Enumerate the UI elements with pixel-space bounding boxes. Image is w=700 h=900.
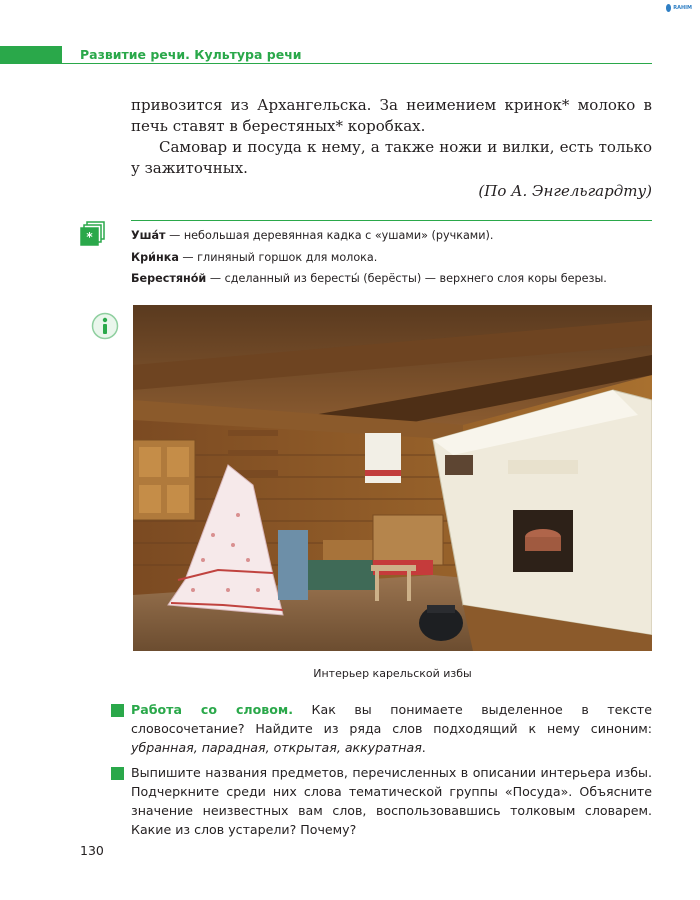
glossary-entry [131,228,652,243]
page-number: 130 [80,843,104,858]
task-synonyms: убранная, парадная, открытая, аккуратная [131,740,422,755]
dictionary-icon [80,221,106,247]
task-1 [131,700,652,757]
task-end: . [421,740,426,755]
logo-mark-icon [666,4,671,12]
attribution: (По А. Энгельгардту) [478,182,652,200]
glossary-definition: — сделанный из бересты́ (берёсты) — верхнего слоя коры березы. [206,272,607,285]
glossary-divider [131,220,652,221]
izba-interior-photo [133,305,652,651]
info-icon [91,312,119,340]
logo-text: RAHIM [673,4,692,11]
header-accent-bar [0,46,62,64]
glossary-definition: — глиняный горшок для молока. [178,251,378,264]
svg-text:*: * [86,230,93,244]
glossary-entry [131,271,652,286]
task-lead: Работа со словом. [131,702,293,717]
header-divider [62,63,652,64]
task-2: Выпишите названия предметов, перечисленных в описании интерьера избы. Подчеркните среди них слова тематической группы «Посуда». Объясните значение неизвестных вам слов, воспользовавшись толковым словарем. Какие из слов устарели? Почему? [131,765,652,837]
section-title: Развитие речи. Культура речи [80,47,302,62]
glossary-definition: — небольшая деревянная кадка с «ушами» (ручками). [165,229,494,242]
paragraph-1: привозится из Архангельска. За неимением кринок* молоко в печь ставят в берестяных* коробках. [131,96,652,135]
task-marker [111,704,124,717]
glossary-entry [131,250,652,265]
glossary-term: Уша́т [131,229,166,242]
task-marker [111,767,124,780]
photo-caption: Интерьер карельской избы [313,667,472,680]
paragraph-2: Самовар и посуда к нему, а также ножи и вилки, есть только у зажиточных. [131,138,652,177]
task-text: Как вы понимаете выделенное в тексте словосочетание? Найдите из ряда слов подходящий к нему синоним: [131,702,652,736]
publisher-logo [666,2,692,14]
glossary-term: Берестяно́й [131,272,207,285]
glossary-term: Кри́нка [131,251,179,264]
